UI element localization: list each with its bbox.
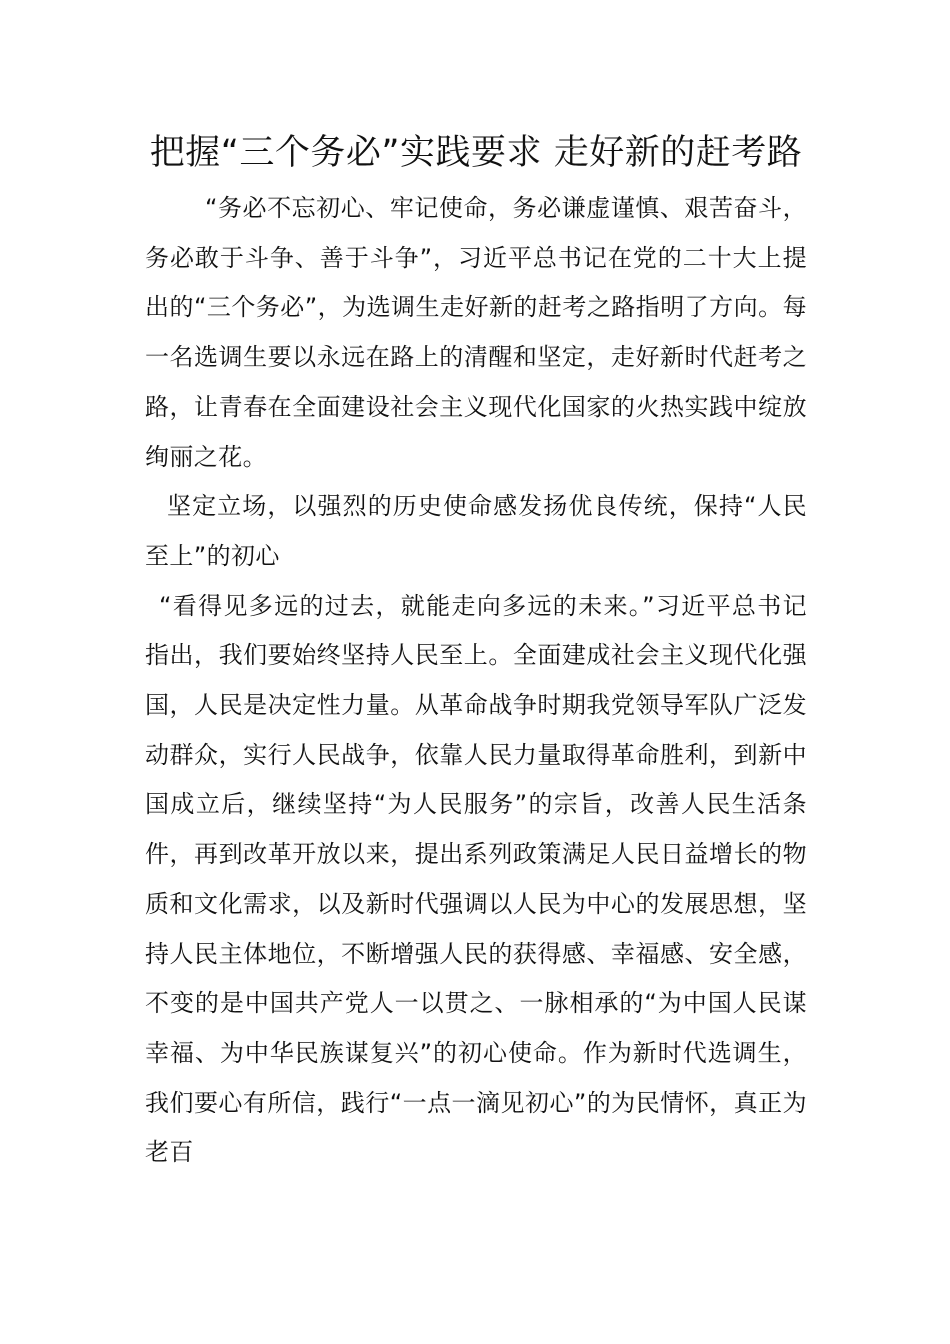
body-paragraph: “看得见多远的过去，就能走向多远的未来。”习近平总书记指出，我们要始终坚持人民至上。全面建成社会主义现代化强国，人民是决定性力量。从革命战争时期我党领导军队广泛发动群众，实行人民战争，依靠人民力量取得革命胜利，到新中国成立后，继续坚持“为人民服务”的宗旨，改善人民生活条件，再到改革开放以来，提出系列政策满足人民日益增长的物质和文化需求，以及新时代强调以人民为中心的发展思想，坚持人民主体地位，不断增强人民的获得感、幸福感、安全感，不变的是中国共产党人一以贯之、一脉相承的“为中国人民谋幸福、为中华民族谋复兴”的初心使命。作为新时代选调生，我们要心有所信，践行“一点一滴见初心”的为民情怀，真正为老百 bbox=[145, 591, 807, 1167]
intro-paragraph: “务必不忘初心、牢记使命，务必谦虚谨慎、艰苦奋斗，务必敢于斗争、善于斗争”，习近平总书记在党的二十大上提出的“三个务必”，为选调生走好新的赶考之路指明了方向。每一名选调生要以永远在路上的清醒和坚定，走好新时代赶考之路，让青春在全面建设社会主义现代化国家的火热实践中绽放绚丽之花。 bbox=[145, 194, 807, 471]
document-body bbox=[145, 128, 807, 1178]
section-heading: 坚定立场，以强烈的历史使命感发扬优良传统，保持“人民至上”的初心 bbox=[145, 492, 807, 570]
document-title: 把握“三个务必”实践要求 走好新的赶考路 bbox=[149, 133, 803, 173]
